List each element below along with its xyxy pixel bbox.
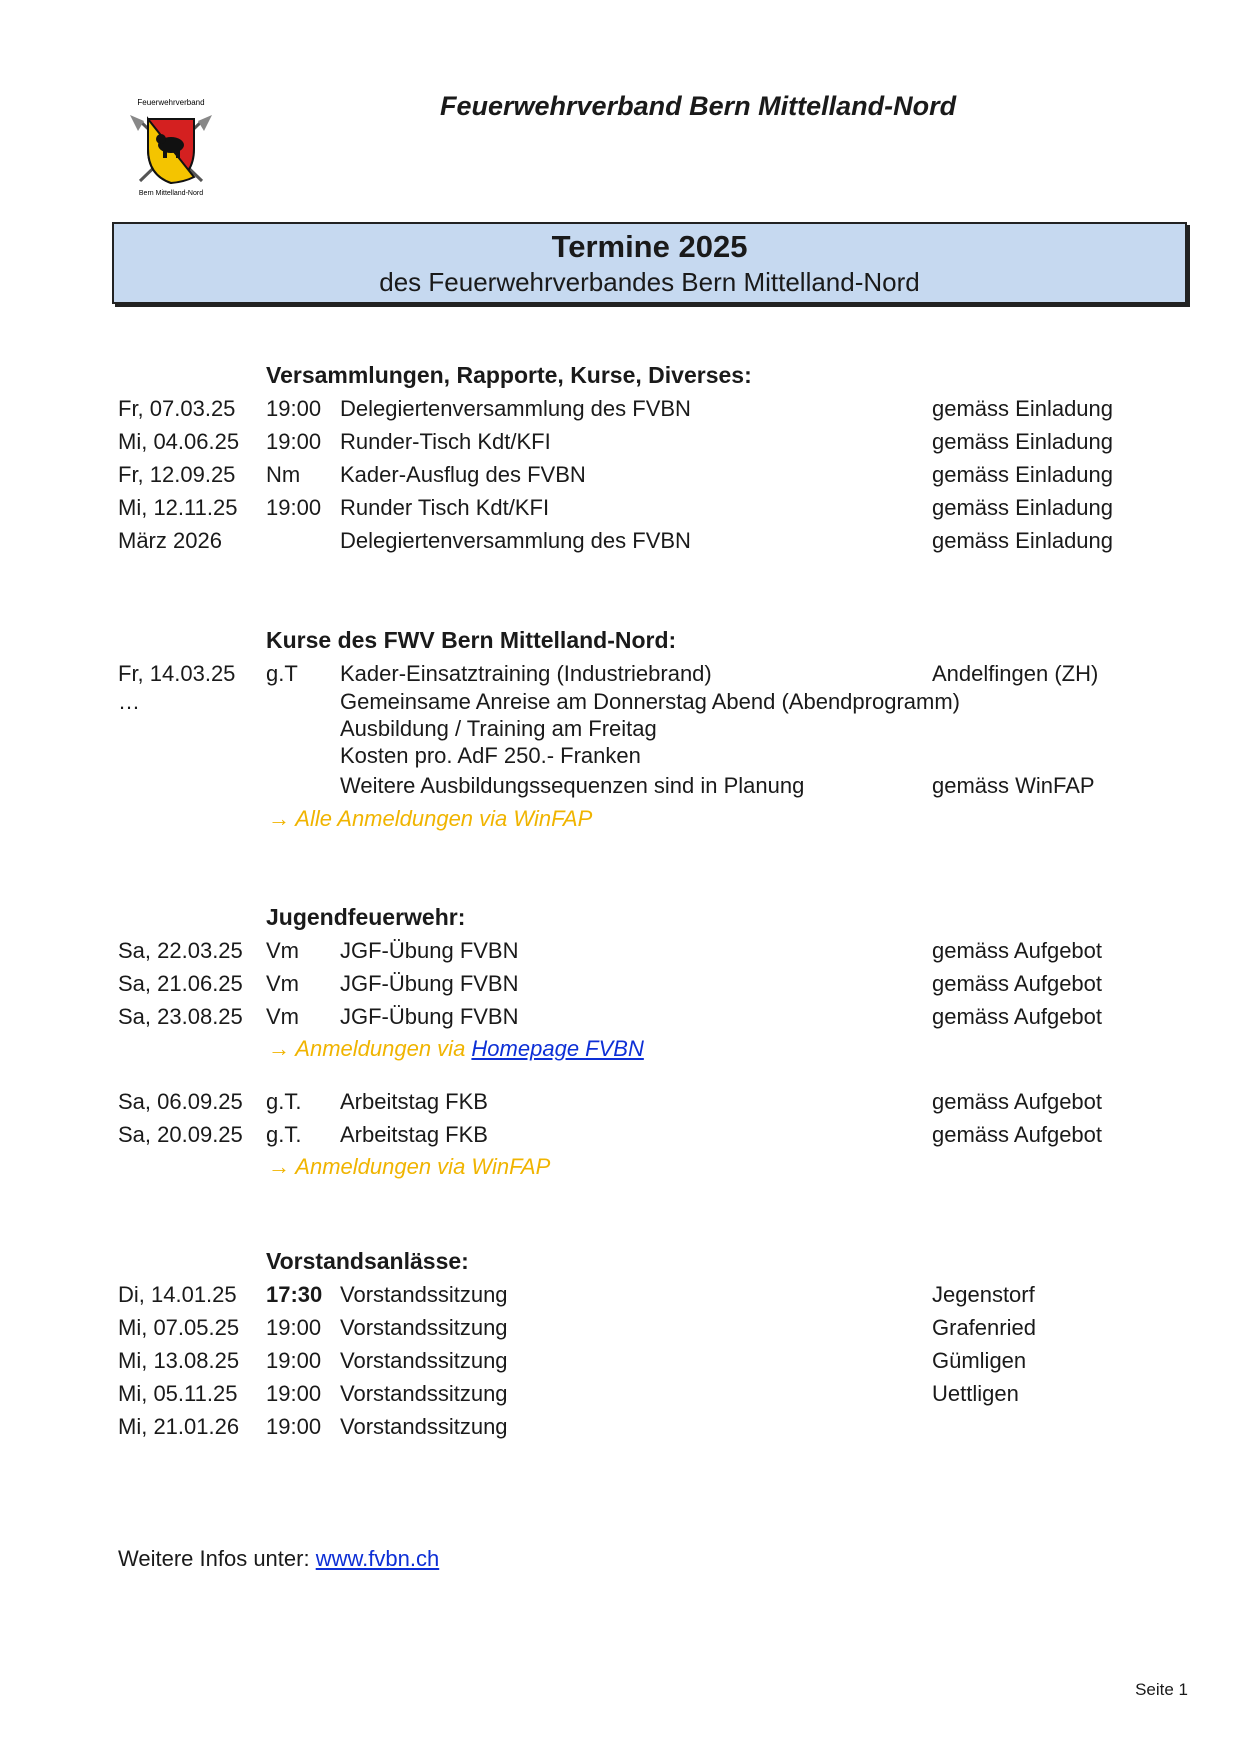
event-location: Uettligen: [932, 1381, 1019, 1406]
event-date: Mi, 12.11.25: [118, 495, 238, 520]
logo-text-bottom: Bern Mittelland-Nord: [138, 190, 204, 197]
event-location: gemäss Aufgebot: [932, 1089, 1103, 1114]
section-heading-vorstand: Vorstandsanlässe:: [266, 1248, 469, 1274]
event-title: Kader-Einsatztraining (Industriebrand): [340, 661, 712, 686]
event-date: Sa, 22.03.25: [118, 938, 243, 963]
page-number: Seite 1: [1135, 1680, 1188, 1699]
event-row: [118, 1381, 1128, 1411]
event-title: Runder Tisch Kdt/KFI: [340, 495, 550, 520]
event-location: Jegenstorf: [932, 1282, 1035, 1307]
event-title: JGF-Übung FVBN: [340, 971, 519, 996]
event-time: 19:00: [266, 1348, 322, 1373]
section-heading-jugend: Jugendfeuerwehr:: [266, 904, 466, 930]
section-heading-kurse: Kurse des FWV Bern Mittelland-Nord:: [266, 627, 677, 653]
homepage-fvbn-link[interactable]: Homepage FVBN: [471, 1036, 644, 1061]
event-title: Delegiertenversammlung des FVBN: [340, 528, 691, 553]
event-row: [118, 1004, 1128, 1034]
event-date: Mi, 04.06.25: [118, 429, 240, 454]
registration-hint-winfap: → Anmeldungen via WinFAP: [268, 1154, 551, 1179]
event-time: Vm: [266, 1004, 299, 1029]
logo-text-top: Feuerwehrverband: [137, 98, 205, 107]
event-location: gemäss Einladung: [932, 495, 1114, 520]
event-date: März 2026: [118, 528, 222, 553]
event-date: Mi, 21.01.26: [118, 1414, 240, 1439]
event-row: [118, 1414, 1128, 1444]
event-title: JGF-Übung FVBN: [340, 938, 519, 963]
event-time: Vm: [266, 971, 299, 996]
event-location: Gümligen: [932, 1348, 1027, 1373]
event-row: [118, 528, 1128, 558]
event-time: g.T.: [266, 1122, 302, 1147]
event-title: Arbeitstag FKB: [340, 1122, 488, 1147]
document-title: Termine 2025: [551, 229, 748, 264]
event-row: [118, 661, 1128, 691]
event-date: Fr, 14.03.25: [118, 661, 236, 686]
event-row: [118, 1348, 1128, 1378]
event-time: 19:00: [266, 1315, 322, 1340]
event-row: [118, 1282, 1128, 1312]
event-time: Nm: [266, 462, 301, 487]
course-note: Ausbildung / Training am Freitag: [340, 716, 657, 741]
event-location: gemäss Aufgebot: [932, 971, 1103, 996]
course-notes: [340, 688, 960, 769]
event-location: Andelfingen (ZH): [932, 661, 1099, 686]
event-title: Arbeitstag FKB: [340, 1089, 488, 1114]
hint-prefix: → Anmeldungen via: [268, 1036, 472, 1061]
footer-prefix: Weitere Infos unter:: [118, 1546, 316, 1571]
event-title: Kader-Ausflug des FVBN: [340, 462, 586, 487]
event-row: [118, 1089, 1128, 1119]
event-time: 19:00: [266, 1414, 322, 1439]
event-date: Di, 14.01.25: [118, 1282, 237, 1307]
event-location: gemäss Einladung: [932, 462, 1114, 487]
event-row: [118, 938, 1128, 968]
event-title: Vorstandssitzung: [340, 1315, 508, 1340]
event-date: Sa, 06.09.25: [118, 1089, 243, 1114]
organization-title: Feuerwehrverband Bern Mittelland-Nord: [440, 91, 957, 121]
event-location: Grafenried: [932, 1315, 1036, 1340]
event-time: g.T: [266, 661, 298, 686]
event-location: gemäss Einladung: [932, 396, 1114, 421]
document-title-box: [112, 222, 1187, 304]
document-subtitle: des Feuerwehrverbandes Bern Mittelland-Nord: [379, 267, 920, 297]
registration-hint-homepage: [268, 1036, 644, 1062]
event-location: gemäss WinFAP: [932, 773, 1095, 798]
event-date: Sa, 21.06.25: [118, 971, 243, 996]
event-title: Weitere Ausbildungssequenzen sind in Planung: [340, 773, 805, 798]
course-note: Kosten pro. AdF 250.- Franken: [340, 743, 641, 768]
event-location: gemäss Aufgebot: [932, 1004, 1103, 1029]
event-time: 17:30: [266, 1282, 323, 1307]
event-title: Vorstandssitzung: [340, 1381, 508, 1406]
event-title: Vorstandssitzung: [340, 1348, 508, 1373]
event-row: [118, 1122, 1128, 1152]
section-heading-versammlungen: Versammlungen, Rapporte, Kurse, Diverses:: [266, 362, 752, 388]
event-location: gemäss Aufgebot: [932, 1122, 1103, 1147]
event-location: gemäss Aufgebot: [932, 938, 1103, 963]
registration-hint-winfap: → Alle Anmeldungen via WinFAP: [268, 806, 593, 831]
event-title: Vorstandssitzung: [340, 1282, 508, 1307]
event-time: Vm: [266, 938, 299, 963]
event-row: [118, 971, 1128, 1001]
event-time: 19:00: [266, 429, 322, 454]
ellipsis-mark: …: [118, 689, 140, 714]
event-title: Delegiertenversammlung des FVBN: [340, 396, 691, 421]
event-title: JGF-Übung FVBN: [340, 1004, 519, 1029]
event-time: g.T.: [266, 1089, 302, 1114]
event-time: 19:00: [266, 396, 322, 421]
footer-info: [118, 1546, 439, 1572]
event-location: gemäss Einladung: [932, 429, 1114, 454]
event-date: Sa, 23.08.25: [118, 1004, 243, 1029]
fvbn-logo: [118, 93, 224, 199]
event-time: 19:00: [266, 1381, 322, 1406]
event-date: Fr, 07.03.25: [118, 396, 236, 421]
event-date: Fr, 12.09.25: [118, 462, 236, 487]
event-row: [118, 773, 1128, 803]
event-date: Mi, 13.08.25: [118, 1348, 240, 1373]
event-time: 19:00: [266, 495, 322, 520]
event-date: Mi, 07.05.25: [118, 1315, 240, 1340]
event-row: [118, 462, 1128, 492]
event-date: Mi, 05.11.25: [118, 1381, 238, 1406]
event-title: Vorstandssitzung: [340, 1414, 508, 1439]
event-location: gemäss Einladung: [932, 528, 1114, 553]
course-note: Gemeinsame Anreise am Donnerstag Abend (Abendprogramm): [340, 689, 960, 714]
event-title: Runder-Tisch Kdt/KFI: [340, 429, 551, 454]
event-row: [118, 396, 1128, 426]
website-link[interactable]: www.fvbn.ch: [315, 1546, 440, 1571]
event-row: [118, 495, 1128, 525]
event-row: [118, 1315, 1128, 1345]
event-row: [118, 429, 1128, 459]
event-date: Sa, 20.09.25: [118, 1122, 243, 1147]
